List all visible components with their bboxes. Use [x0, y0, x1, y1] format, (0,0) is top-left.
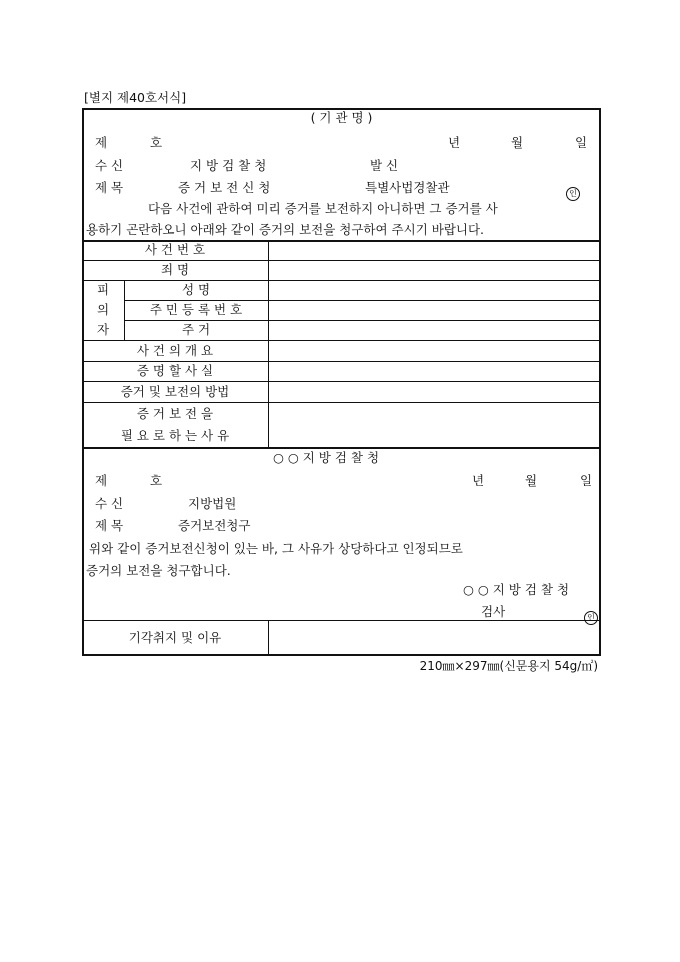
- doc-no-suffix: 호: [150, 135, 163, 150]
- prosecutor-recipient-label: 수 신: [95, 496, 124, 511]
- divider-rejection-row: [82, 620, 601, 621]
- rejection-column-divider: [268, 620, 269, 656]
- prosecutor-subject-label: 제 목: [95, 518, 124, 533]
- sender-value: 특별사법경찰관: [365, 180, 450, 195]
- sender-label: 발 신: [370, 158, 399, 173]
- name-label: 성 명: [181, 282, 211, 297]
- divider: [82, 381, 601, 382]
- seal-mark: 인: [566, 187, 580, 201]
- signing-office-name: ○ ○ 지 방 검 찰 청: [463, 582, 570, 597]
- reason-label-line-2: 필 요 로 하 는 사 유: [120, 428, 230, 443]
- prosecutor-doc-no-label: 제: [95, 473, 108, 488]
- request-body-line-1: 다음 사건에 관하여 미리 증거를 보전하지 아니하면 그 증거를 사: [148, 201, 498, 216]
- case-number-label: 사 건 번 호: [144, 242, 206, 257]
- divider: [82, 402, 601, 403]
- prosecutor-date-day: 일: [580, 473, 593, 488]
- case-summary-label: 사 건 의 개 요: [136, 343, 214, 358]
- divider: [124, 300, 601, 301]
- charge-label: 죄 명: [160, 262, 190, 277]
- prosecutor-subject-value: 증거보전청구: [178, 518, 251, 533]
- address-label: 주 거: [181, 322, 211, 337]
- prosecutor-seal-mark: 인: [584, 611, 598, 625]
- divider: [82, 340, 601, 341]
- recipient-value: 지 방 검 찰 청: [190, 158, 267, 173]
- divider: [82, 280, 601, 281]
- table-column-divider: [268, 240, 269, 447]
- doc-no-label: 제: [95, 135, 108, 150]
- prosecutor-date-year: 년: [472, 473, 485, 488]
- suspect-label-3: 자: [96, 322, 110, 337]
- evidence-method-label: 증거 및 보전의 방법: [120, 384, 230, 399]
- prosecutor-recipient-value: 지방법원: [188, 496, 237, 511]
- paper-size-note: 210㎜×297㎜(신문용지 54g/㎡): [419, 659, 598, 673]
- divider: [82, 260, 601, 261]
- prosecutor-date-month: 월: [525, 473, 538, 488]
- subject-value: 증 거 보 전 신 청: [178, 180, 271, 195]
- suspect-label-1: 피: [96, 282, 110, 297]
- suspect-label-2: 의: [96, 302, 110, 317]
- date-month-label: 월: [511, 135, 524, 150]
- divider: [124, 320, 601, 321]
- form-number-label: [별지 제40호서식]: [84, 90, 187, 105]
- facts-to-prove-label: 증 명 할 사 실: [136, 363, 214, 378]
- prosecutor-body-line-2: 증거의 보전을 청구합니다.: [86, 563, 231, 578]
- rejection-reason-label: 기각취지 및 이유: [128, 630, 222, 645]
- prosecutor-doc-no-suffix: 호: [150, 473, 163, 488]
- request-body-line-2: 용하기 곤란하오니 아래와 같이 증거의 보전을 청구하여 주시기 바랍니다.: [86, 222, 485, 237]
- resident-number-label: 주 민 등 록 번 호: [149, 302, 243, 317]
- agency-name: ( 기 관 명 ): [310, 110, 373, 125]
- recipient-label: 수 신: [95, 158, 124, 173]
- prosecutor-office-name: ○ ○ 지 방 검 찰 청: [273, 450, 380, 465]
- subject-label: 제 목: [95, 180, 124, 195]
- prosecutor-body-line-1: 위와 같이 증거보전신청이 있는 바, 그 사유가 상당하다고 인정되므로: [89, 541, 463, 556]
- divider-prosecutor-section: [82, 447, 601, 449]
- prosecutor-title: 검사: [481, 604, 506, 619]
- date-day-label: 일: [575, 135, 588, 150]
- reason-label-line-1: 증 거 보 전 을: [136, 406, 214, 421]
- date-year-label: 년: [448, 135, 461, 150]
- divider: [82, 361, 601, 362]
